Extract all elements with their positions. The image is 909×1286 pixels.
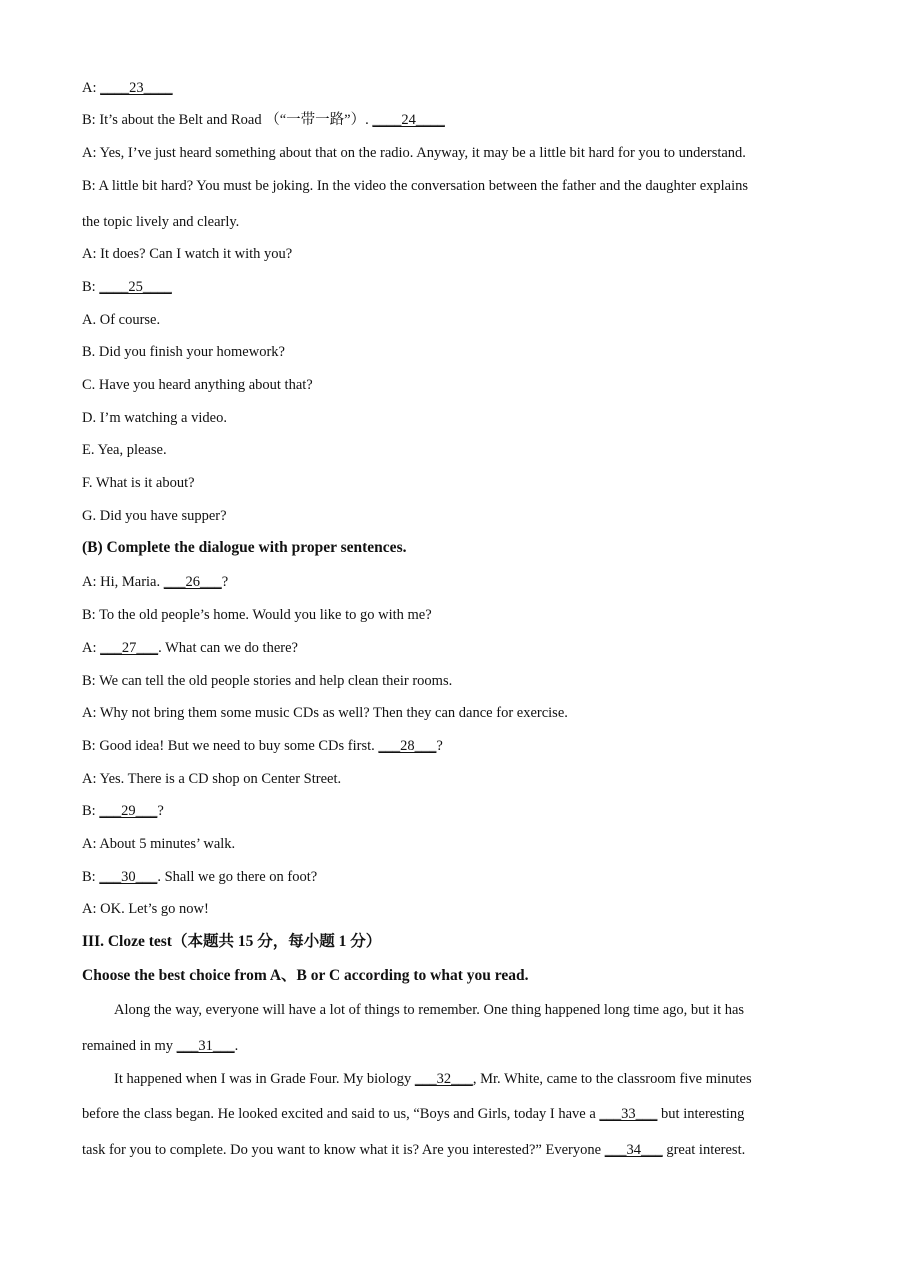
passage-text: Along the way, everyone will have a lot of things to remember. One thing happened long time ago, but it has — [114, 1002, 745, 1018]
line-text: A: Why not bring them some music CDs as well? Then they can dance for exercise. — [82, 705, 568, 721]
option-line — [82, 441, 829, 459]
dialogue-line — [82, 245, 829, 263]
dialogue-line — [82, 835, 829, 853]
dialogue-line — [82, 737, 829, 755]
answer-blank: ____23____ — [100, 80, 173, 96]
passage-text: remained in my — [82, 1038, 177, 1054]
passage-line — [82, 1141, 829, 1159]
heading-text: (B) Complete the dialogue with proper sentences. — [82, 539, 407, 556]
line-text: ? — [221, 574, 229, 590]
passage-text: but interesting — [657, 1106, 745, 1122]
answer-blank: ____25____ — [99, 279, 172, 295]
answer-blank: ___26___ — [163, 574, 222, 590]
option-line — [82, 343, 829, 361]
line-text: the topic lively and clearly. — [82, 214, 240, 230]
line-text: B: We can tell the old people stories and help clean their rooms. — [82, 673, 453, 689]
passage-text: task for you to complete. Do you want to know what it is? Are you interested?” Everyone — [82, 1142, 605, 1158]
answer-blank: ___33___ — [599, 1106, 658, 1122]
option-text: B. Did you finish your homework? — [82, 344, 285, 360]
dialogue-line — [82, 606, 829, 624]
line-text: ? — [157, 803, 164, 819]
dialogue-line — [82, 639, 829, 657]
dialogue-line — [82, 770, 829, 788]
passage-text: . — [234, 1038, 239, 1054]
option-text: F. What is it about? — [82, 475, 195, 491]
answer-blank: ___29___ — [99, 803, 158, 819]
dialogue-line — [82, 802, 829, 820]
dialogue-line — [82, 111, 829, 129]
option-line — [82, 311, 829, 329]
section-heading — [82, 933, 829, 951]
option-text: C. Have you heard anything about that? — [82, 377, 313, 393]
line-text: B: — [82, 279, 100, 295]
option-text: A. Of course. — [82, 312, 161, 328]
line-text: B: — [82, 803, 100, 819]
dialogue-line — [82, 704, 829, 722]
option-text: D. I’m watching a video. — [82, 410, 227, 426]
passage-line — [82, 1037, 829, 1055]
line-text: A: About 5 minutes’ walk. — [82, 836, 236, 852]
passage-text: before the class began. He looked excited and said to us, “Boys and Girls, today I have a — [82, 1106, 600, 1122]
line-text: A: Yes. There is a CD shop on Center Street. — [82, 771, 342, 787]
dialogue-line — [82, 900, 829, 918]
line-text: ? — [436, 738, 443, 754]
answer-blank: ___32___ — [414, 1071, 473, 1087]
line-text: B: To the old people’s home. Would you like to go with me? — [82, 607, 432, 623]
line-text: A: OK. Let’s go now! — [82, 901, 209, 917]
answer-blank: ___31___ — [176, 1038, 235, 1054]
dialogue-line — [82, 672, 829, 690]
answer-blank: ____24____ — [372, 112, 445, 128]
line-text: A: It does? Can I watch it with you? — [82, 246, 293, 262]
dialogue-line — [82, 213, 829, 231]
line-text: . What can we do there? — [158, 640, 298, 656]
instruction-heading — [82, 967, 829, 985]
option-line — [82, 507, 829, 525]
answer-blank: ___34___ — [604, 1142, 663, 1158]
dialogue-line — [82, 177, 829, 195]
line-text: B: A little bit hard? You must be joking. In the video the conversation between the father and the daughter explains — [82, 178, 749, 194]
line-text: A: — [82, 640, 101, 656]
option-text: E. Yea, please. — [82, 442, 167, 458]
line-text: B: It’s about the Belt and Road （“一带一路”）. — [82, 112, 373, 128]
line-text: B: Good idea! But we need to buy some CDs first. — [82, 738, 379, 754]
line-text: A: — [82, 80, 101, 96]
option-line — [82, 409, 829, 427]
line-text: B: — [82, 869, 100, 885]
passage-line — [82, 1001, 829, 1019]
line-text: . Shall we go there on foot? — [157, 869, 318, 885]
passage-line — [82, 1070, 829, 1088]
line-text: A: Yes, I’ve just heard something about that on the radio. Anyway, it may be a little bit hard for you to understand. — [82, 145, 746, 161]
dialogue-line — [82, 868, 829, 886]
dialogue-line — [82, 144, 829, 162]
heading-text: Choose the best choice from A、B or C according to what you read. — [82, 967, 529, 984]
heading-text: III. Cloze test（本题共 15 分，每小题 1 分） — [82, 933, 382, 950]
answer-blank: ___28___ — [378, 738, 437, 754]
option-line — [82, 376, 829, 394]
answer-blank: ___27___ — [100, 640, 159, 656]
passage-text: It happened when I was in Grade Four. My biology — [114, 1071, 415, 1087]
dialogue-line — [82, 278, 829, 296]
dialogue-line — [82, 573, 829, 591]
option-text: G. Did you have supper? — [82, 508, 227, 524]
passage-text: , Mr. White, came to the classroom five minutes — [472, 1071, 752, 1087]
passage-text: great interest. — [662, 1142, 746, 1158]
line-text: A: Hi, Maria. — [82, 574, 164, 590]
passage-line — [82, 1105, 829, 1123]
option-line — [82, 474, 829, 492]
dialogue-line — [82, 79, 829, 97]
section-heading — [82, 539, 829, 557]
answer-blank: ___30___ — [99, 869, 158, 885]
